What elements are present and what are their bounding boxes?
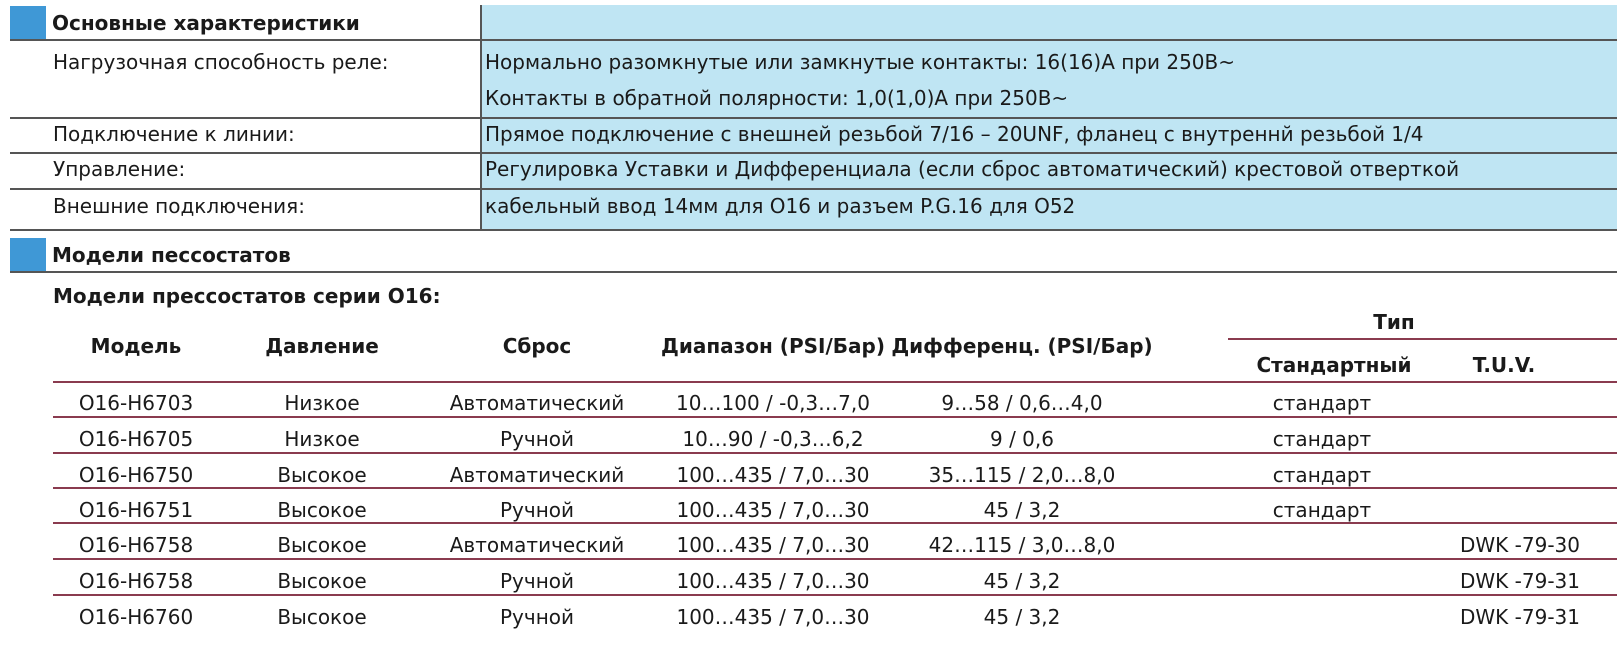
table-cell-model: O16-H6760 [78, 605, 194, 629]
table-cell-diff: 45 / 3,2 [983, 605, 1061, 629]
table-cell-diff: 45 / 3,2 [983, 569, 1061, 593]
table-cell-diff: 35…115 / 2,0…8,0 [928, 463, 1116, 487]
label-connection: Подключение к линии: [53, 122, 295, 146]
table-row-rule [53, 487, 1617, 489]
table-cell-model: O16-H6750 [78, 463, 194, 487]
section-bottom-rule [10, 229, 1617, 231]
label-control: Управление: [53, 157, 186, 181]
table-cell-pressure: Высокое [277, 605, 367, 629]
header-diff: Дифференц. (PSI/Бар) [891, 334, 1153, 358]
header-reset: Сброс [502, 334, 572, 358]
row-divider [10, 39, 1617, 41]
table-cell-range: 100…435 / 7,0…30 [676, 533, 870, 557]
section-header-models [10, 238, 291, 272]
header-type: Тип [1373, 310, 1415, 334]
label-load: Нагрузочная способность реле: [53, 50, 389, 74]
value-connection: Прямое подключение с внешней резьбой 7/16 – 20UNF, фланец с внутреннй резьбой 1/4 [485, 122, 1424, 146]
table-cell-reset: Ручной [499, 569, 575, 593]
table-cell-diff: 42…115 / 3,0…8,0 [928, 533, 1116, 557]
type-header-rule [1228, 338, 1617, 340]
table-cell-range: 10…90 / -0,3…6,2 [682, 427, 864, 451]
row-divider [10, 117, 1617, 119]
section-marker-icon [10, 6, 46, 40]
table-row-rule [53, 416, 1617, 418]
row-divider [10, 188, 1617, 190]
value-load-line-1: Нормально разомкнутые или замкнутые контакты: 16(16)А при 250В~ [485, 50, 1236, 74]
table-cell-model: O16-H6758 [78, 533, 194, 557]
table-cell-model: O16-H6703 [78, 391, 194, 415]
table-cell-reset: Автоматический [449, 533, 625, 557]
table-cell-range: 100…435 / 7,0…30 [676, 498, 870, 522]
table-cell-standard: стандарт [1272, 391, 1372, 415]
header-model: Модель [90, 334, 182, 358]
table-cell-pressure: Высокое [277, 569, 367, 593]
table-cell-pressure: Низкое [284, 427, 360, 451]
section-rule [10, 271, 1617, 273]
section-title: Основные характеристики [52, 11, 360, 35]
table-cell-diff: 9…58 / 0,6…4,0 [941, 391, 1103, 415]
table-cell-reset: Ручной [499, 605, 575, 629]
table-cell-model: O16-H6705 [78, 427, 194, 451]
row-divider [10, 152, 1617, 154]
table-cell-standard: стандарт [1272, 498, 1372, 522]
table-cell-standard: стандарт [1272, 427, 1372, 451]
table-cell-pressure: Низкое [284, 391, 360, 415]
section-marker-icon [10, 238, 46, 272]
table-cell-model: O16-H6758 [78, 569, 194, 593]
header-pressure: Давление [265, 334, 379, 358]
table-header-rule [53, 381, 1617, 383]
table-row-rule [53, 558, 1617, 560]
header-standard: Стандартный [1256, 353, 1412, 377]
table-cell-reset: Автоматический [449, 391, 625, 415]
table-cell-diff: 45 / 3,2 [983, 498, 1061, 522]
section-header-characteristics [10, 6, 360, 40]
header-range: Диапазон (PSI/Бар) [661, 334, 885, 358]
header-tuv: T.U.V. [1472, 353, 1536, 377]
table-cell-range: 10…100 / -0,3…7,0 [676, 391, 870, 415]
table-cell-model: O16-H6751 [78, 498, 194, 522]
table-row-rule [53, 452, 1617, 454]
value-control: Регулировка Уставки и Дифференциала (если сброс автоматический) крестовой отверткой [485, 157, 1460, 181]
table-row-rule [53, 522, 1617, 524]
table-row-rule [53, 594, 1617, 596]
table-cell-reset: Ручной [499, 498, 575, 522]
value-external: кабельный ввод 14мм для O16 и разъем P.G.16 для O52 [485, 194, 1076, 218]
label-external: Внешние подключения: [53, 194, 305, 218]
table-cell-tuv: DWK -79-31 [1460, 605, 1580, 629]
table-cell-tuv: DWK -79-31 [1460, 569, 1580, 593]
table-cell-pressure: Высокое [277, 498, 367, 522]
table-cell-reset: Ручной [499, 427, 575, 451]
table-cell-tuv: DWK -79-30 [1460, 533, 1580, 557]
table-cell-reset: Автоматический [449, 463, 625, 487]
table-cell-range: 100…435 / 7,0…30 [676, 605, 870, 629]
section-title: Модели пессостатов [52, 243, 291, 267]
models-subtitle: Модели прессостатов серии O16: [53, 284, 441, 308]
table-cell-pressure: Высокое [277, 463, 367, 487]
value-load-line-2: Контакты в обратной полярности: 1,0(1,0)А при 250В~ [485, 86, 1069, 110]
table-cell-standard: стандарт [1272, 463, 1372, 487]
table-cell-pressure: Высокое [277, 533, 367, 557]
table-cell-diff: 9 / 0,6 [990, 427, 1054, 451]
table-cell-range: 100…435 / 7,0…30 [676, 463, 870, 487]
table-cell-range: 100…435 / 7,0…30 [676, 569, 870, 593]
